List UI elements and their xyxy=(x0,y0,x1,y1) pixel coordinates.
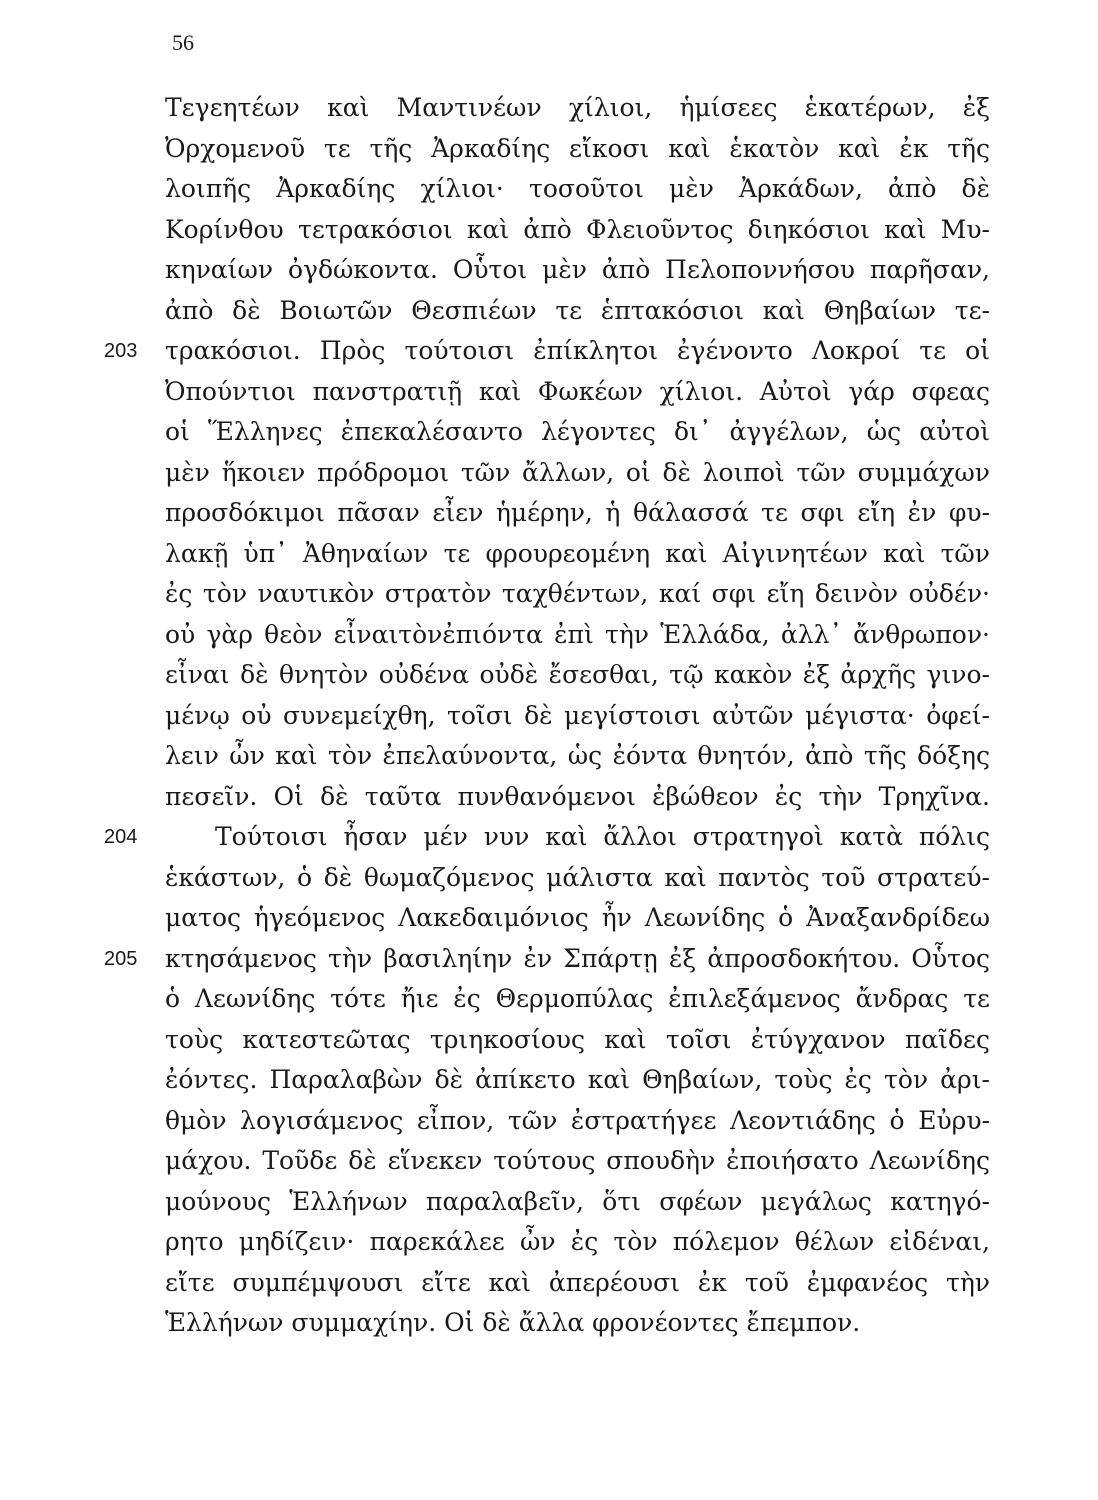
line-text: μούνους Ἑλλήνων παραλαβεῖν, ὅτι σφέων μεγάλως κατηγό- xyxy=(165,1186,990,1216)
line-text: λειν ὦν καὶ τὸν ἐπελαύνοντα, ὡς ἐόντα θνητόν, ἀπὸ τῆς δόξης xyxy=(165,741,990,770)
text-line xyxy=(0,696,1098,737)
text-line xyxy=(0,88,1098,129)
text-line xyxy=(0,1182,1098,1223)
text-line xyxy=(0,1263,1098,1304)
line-text: ἐόντες. Παραλαβὼν δὲ ἀπίκετο καὶ Θηβαίων, τοὺς ἐς τὸν ἀρι- xyxy=(165,1065,990,1094)
text-line xyxy=(0,817,1098,858)
text-line xyxy=(0,331,1098,372)
line-text: Ἑλλήνων συμμαχίην. Οἱ δὲ ἄλλα φρονέοντες ἔπεμπον. xyxy=(165,1308,861,1337)
section-number: 205 xyxy=(104,947,138,970)
line-text: κηναίων ὀγδώκοντα. Οὗτοι μὲν ἀπὸ Πελοποννήσου παρῆσαν, xyxy=(165,255,990,284)
text-line xyxy=(0,898,1098,939)
text-line xyxy=(0,777,1098,818)
line-text: προσδόκιμοι πᾶσαν εἶεν ἡμέρην, ἡ θάλασσά τε σφι εἴη ἐν φυ- xyxy=(165,498,990,527)
line-text: Κορίνθου τετρακόσιοι καὶ ἀπὸ Φλειοῦντος διηκόσιοι καὶ Μυ- xyxy=(165,214,990,244)
line-text: Τεγεητέων καὶ Μαντινέων χίλιοι, ἡμίσεες ἑκατέρων, ἐξ xyxy=(165,93,990,122)
section-number: 204 xyxy=(104,826,138,848)
text-line xyxy=(0,169,1098,210)
text-line xyxy=(0,939,1098,980)
line-text: θμὸν λογισάμενος εἶπον, τῶν ἐστρατήγεε Λεοντιάδης ὁ Εὐρυ- xyxy=(165,1105,990,1135)
line-text: κτησάμενος τὴν βασιληίην ἐν Σπάρτῃ ἐξ ἀπροσδοκήτου. Οὗτος xyxy=(165,943,990,973)
line-text: ἀπὸ δὲ Βοιωτῶν Θεσπιέων τε ἑπτακόσιοι καὶ Θηβαίων τε- xyxy=(165,295,990,325)
line-text: εἶναι δὲ θνητὸν οὐδένα οὐδὲ ἔσεσθαι, τῷ κακὸν ἐξ ἀρχῆς γινο- xyxy=(165,660,990,689)
text-line xyxy=(0,574,1098,615)
page-number: 56 xyxy=(172,30,194,55)
text-line xyxy=(0,736,1098,777)
text-line xyxy=(0,1222,1098,1263)
line-text: μάχου. Τοῦδε δὲ εἵνεκεν τούτους σπουδὴν ἐποιήσατο Λεωνίδης xyxy=(165,1146,990,1175)
line-text: μὲν ἥκοιεν πρόδρομοι τῶν ἄλλων, οἱ δὲ λοιποὶ τῶν συμμάχων xyxy=(165,457,990,487)
text-line xyxy=(0,372,1098,413)
text-line xyxy=(0,655,1098,696)
line-text: μένῳ οὐ συνεμείχθη, τοῖσι δὲ μεγίστοισι αὐτῶν μέγιστα· ὀφεί- xyxy=(165,700,990,730)
text-line xyxy=(0,453,1098,494)
text-line xyxy=(0,1141,1098,1182)
text-line xyxy=(0,1020,1098,1061)
text-line xyxy=(0,1101,1098,1142)
text-line xyxy=(0,412,1098,453)
section-number: 203 xyxy=(104,340,138,362)
line-text: οὐ γὰρ θεὸν εἶναιτὸνἐπιόντα ἐπὶ τὴν Ἑλλάδα, ἀλλ᾽ ἄνθρωπον· xyxy=(165,619,990,649)
line-text: ματος ἡγεόμενος Λακεδαιμόνιος ἦν Λεωνίδης ὁ Ἀναξανδρίδεω xyxy=(165,903,990,932)
line-text: τρακόσιοι. Πρὸς τούτοισι ἐπίκλητοι ἐγένοντο Λοκροί τε οἱ xyxy=(165,336,990,365)
line-text: οἱ Ἕλληνες ἐπεκαλέσαντο λέγοντες δι᾽ ἀγγέλων, ὡς αὐτοὶ xyxy=(165,417,990,446)
line-text: λοιπῆς Ἀρκαδίης χίλιοι· τοσοῦτοι μὲν Ἀρκάδων, ἀπὸ δὲ xyxy=(165,174,990,203)
text-line xyxy=(0,210,1098,251)
text-line xyxy=(0,858,1098,899)
text-line xyxy=(0,534,1098,575)
text-line xyxy=(0,1303,1098,1344)
line-text: ρητο μηδίζειν· παρεκάλεε ὦν ἐς τὸν πόλεμον θέλων εἰδέναι, xyxy=(165,1227,990,1256)
line-text: Ὀρχομενοῦ τε τῆς Ἀρκαδίης εἴκοσι καὶ ἑκατὸν καὶ ἐκ τῆς xyxy=(165,133,990,163)
text-line xyxy=(0,979,1098,1020)
line-text: Τούτοισι ἦσαν μέν νυν καὶ ἄλλοι στρατηγοὶ κατὰ πόλις xyxy=(215,822,990,851)
line-text: πεσεῖν. Οἱ δὲ ταῦτα πυνθανόμενοι ἐβώθεον ἐς τὴν Τρηχῖνα. xyxy=(165,781,990,811)
text-line xyxy=(0,250,1098,291)
line-text: τοὺς κατεστεῶτας τριηκοσίους καὶ τοῖσι ἐτύγχανον παῖδες xyxy=(165,1024,990,1054)
line-text: Ὀπούντιοι πανστρατιῇ καὶ Φωκέων χίλιοι. Αὐτοὶ γάρ σφεας xyxy=(165,376,990,406)
text-body xyxy=(0,88,1098,1344)
text-line xyxy=(0,1060,1098,1101)
line-text: ὁ Λεωνίδης τότε ἤιε ἐς Θερμοπύλας ἐπιλεξάμενος ἄνδρας τε xyxy=(165,984,990,1013)
line-text: λακῇ ὑπ᾽ Ἀθηναίων τε φρουρεομένη καὶ Αἰγινητέων καὶ τῶν xyxy=(165,538,990,568)
line-text: ἐς τὸν ναυτικὸν στρατὸν ταχθέντων, καί σφι εἴη δεινὸν οὐδέν· xyxy=(165,579,990,608)
text-line xyxy=(0,493,1098,534)
text-line xyxy=(0,291,1098,332)
line-text: ἑκάστων, ὁ δὲ θωμαζόμενος μάλιστα καὶ παντὸς τοῦ στρατεύ- xyxy=(165,862,990,892)
text-line xyxy=(0,129,1098,170)
line-text: εἴτε συμπέμψουσι εἴτε καὶ ἀπερέουσι ἐκ τοῦ ἐμφανέος τὴν xyxy=(165,1267,990,1297)
text-line xyxy=(0,615,1098,656)
